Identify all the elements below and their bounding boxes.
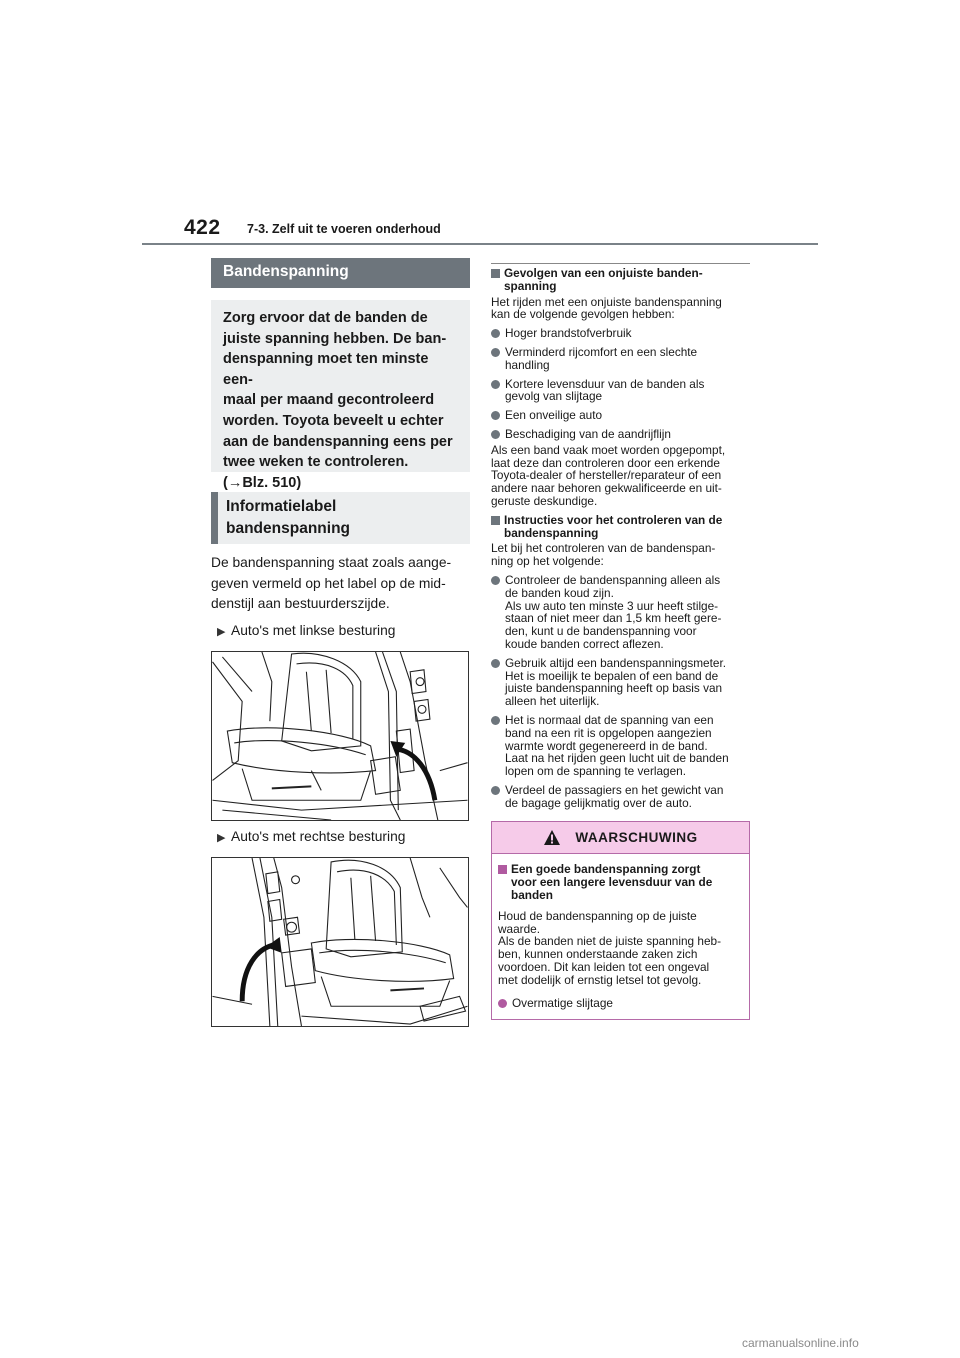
page-number: 422 xyxy=(184,216,221,239)
text-line: andere naar behoren gekwalificeerde en uit- xyxy=(491,481,722,496)
intro-line: twee weken te controleren. xyxy=(223,454,409,471)
right-column xyxy=(491,263,750,1020)
square-bullet-icon xyxy=(498,865,507,874)
intro-line: worden. Toyota beveelt u echter xyxy=(223,412,444,429)
text-line: staan of niet meer dan 1,5 km heeft gere- xyxy=(505,611,722,626)
text-line: koude banden correct aflezen. xyxy=(505,636,664,651)
list-item xyxy=(491,327,750,340)
text-line: de banden koud zijn. xyxy=(505,585,614,600)
text-line: Als een band vaak moet worden opgepompt, xyxy=(491,442,726,457)
circle-bullet-icon xyxy=(491,576,500,585)
text-line: Controleer de bandenspanning alleen als xyxy=(505,572,721,587)
consequences-outro xyxy=(491,444,750,508)
subheading-informatielabel xyxy=(211,492,470,544)
warning-box xyxy=(491,821,750,1020)
circle-bullet-icon xyxy=(491,786,500,795)
body-line: geven vermeld op het label op de mid- xyxy=(211,575,446,591)
header-rule xyxy=(142,243,818,245)
intro-line: aan de bandenspanning eens per xyxy=(223,433,453,450)
text-line: laat deze dan controleren door een erkende xyxy=(491,455,720,470)
circle-bullet-icon xyxy=(491,411,500,420)
heading-line: bandenspanning xyxy=(504,525,599,540)
lhd-illustration xyxy=(211,651,469,821)
heading-line: voor een langere levensduur van de xyxy=(511,875,713,890)
list-item xyxy=(491,428,750,441)
text-line: ben, kunnen onderstaande zaken zich xyxy=(498,947,698,962)
circle-bullet-icon xyxy=(491,659,500,668)
list-item xyxy=(491,346,750,372)
circle-bullet-icon xyxy=(491,348,500,357)
circle-bullet-icon xyxy=(491,329,500,338)
heading-line: banden xyxy=(511,888,553,903)
section-title: 7-3. Zelf uit te voeren onderhoud xyxy=(247,222,441,236)
text-line: Let bij het controleren van de bandenspan- xyxy=(491,541,716,556)
text-line: waarde. xyxy=(498,921,540,936)
consequences-intro xyxy=(491,296,750,322)
text-line: voordoen. Dit kan leiden tot een ongeval xyxy=(498,960,710,975)
text-line: Overmatige slijtage xyxy=(512,995,613,1010)
warning-body xyxy=(492,854,749,1019)
text-line: geruste deskundige. xyxy=(491,493,598,508)
list-item xyxy=(491,409,750,422)
text-line: kan de volgende gevolgen hebben: xyxy=(491,307,675,322)
heading-line: spanning xyxy=(504,278,557,293)
warning-heading xyxy=(498,863,743,901)
text-line: gevolg van slijtage xyxy=(505,389,603,404)
text-line: Hoger brandstofverbruik xyxy=(505,326,632,341)
square-bullet-icon xyxy=(491,269,500,278)
square-bullet-icon xyxy=(491,516,500,525)
list-item xyxy=(498,997,743,1010)
text-line: Het rijden met een onjuiste bandenspanning xyxy=(491,294,722,309)
list-item xyxy=(491,784,750,810)
circle-bullet-icon xyxy=(491,430,500,439)
instructions-heading xyxy=(491,514,750,540)
text-line: met dodelijk of ernstig letsel tot gevolg. xyxy=(498,972,702,987)
text-line: Laat na het rijden geen lucht uit de banden xyxy=(505,751,729,766)
lhd-label: Auto's met linkse besturing xyxy=(231,622,396,638)
watermark-link[interactable]: carmanualsonline.info xyxy=(742,1336,859,1350)
page-reference-link[interactable]: (→Blz. 510) xyxy=(223,474,302,491)
car-seat-lhd-drawing xyxy=(212,652,468,820)
lhd-caption xyxy=(217,622,470,641)
text-line: Toyota-dealer of hersteller/reparateur of een xyxy=(491,468,722,483)
body-line: denstijl aan bestuurderszijde. xyxy=(211,596,390,611)
text-line: Beschadiging van de aandrijflijn xyxy=(505,426,671,441)
intro-line: Zorg ervoor dat de banden de xyxy=(223,310,428,326)
warning-title: WAARSCHUWING xyxy=(575,830,698,846)
text-line: juiste bandenspanning heeft op basis van xyxy=(505,681,723,696)
list-item xyxy=(491,714,750,778)
text-line: Verdeel de passagiers en het gewicht van xyxy=(505,782,724,797)
circle-bullet-icon xyxy=(498,999,507,1008)
intro-box xyxy=(211,300,470,491)
label-location-text xyxy=(211,553,470,615)
text-line: lopen om de spanning te verlagen. xyxy=(505,764,687,779)
rhd-illustration xyxy=(211,857,469,1027)
text-line: Houd de bandenspanning op de juiste xyxy=(498,908,697,923)
intro-line: maal per maand gecontroleerd xyxy=(223,392,435,409)
text-line: ning op het volgende: xyxy=(491,554,604,569)
warning-triangle-icon xyxy=(543,829,561,846)
subheading-line: bandenspanning xyxy=(226,520,350,537)
instructions-intro xyxy=(491,542,750,568)
arrow-right-icon: ▶ xyxy=(217,831,226,844)
text-line: Als uw auto ten minste 3 uur heeft stilge- xyxy=(505,598,719,613)
text-line: Als de banden niet de juiste spanning heb- xyxy=(498,934,721,949)
text-line: Verminderd rijcomfort en een slechte xyxy=(505,344,698,359)
body-line: De bandenspanning staat zoals aange- xyxy=(211,555,452,570)
heading-line: Instructies voor het controleren van de xyxy=(504,512,723,527)
rhd-caption xyxy=(217,828,470,847)
warning-header xyxy=(492,822,749,854)
text-line: alleen het uiterlijk. xyxy=(505,694,600,709)
intro-line: denspanning moet ten minste een- xyxy=(223,351,429,388)
circle-bullet-icon xyxy=(491,380,500,389)
text-line: Gebruik altijd een bandenspanningsmeter. xyxy=(505,655,727,670)
heading-bandenspanning: Bandenspanning xyxy=(211,258,470,288)
list-item xyxy=(491,574,750,651)
arrow-right-icon: ▶ xyxy=(217,625,226,638)
text-line: band na een rit is opgelopen aangezien xyxy=(505,725,712,740)
heading-line: Gevolgen van een onjuiste banden- xyxy=(504,266,703,280)
intro-line: juiste spanning hebben. De ban- xyxy=(223,330,447,347)
left-column xyxy=(211,258,470,1027)
rhd-label: Auto's met rechtse besturing xyxy=(231,828,406,844)
list-item xyxy=(491,378,750,404)
list-item xyxy=(491,657,750,708)
consequences-heading xyxy=(491,267,750,293)
heading-line: Een goede bandenspanning zorgt xyxy=(511,862,701,877)
text-line: Het is normaal dat de spanning van een xyxy=(505,712,714,727)
section-rule xyxy=(491,263,750,264)
subheading-line: Informatielabel xyxy=(226,498,337,515)
text-line: handling xyxy=(505,357,550,372)
car-seat-rhd-drawing xyxy=(212,858,468,1026)
text-line: warmte wordt gegenereerd in de band. xyxy=(505,738,708,753)
text-line: Kortere levensduur van de banden als xyxy=(505,376,705,391)
text-line: Het is moeilijk te bepalen of een band de xyxy=(505,668,719,683)
text-line: Een onveilige auto xyxy=(505,408,603,423)
text-line: den, kunt u de bandenspanning voor xyxy=(505,624,697,639)
text-line: de bagage gelijkmatig over de auto. xyxy=(505,795,692,810)
circle-bullet-icon xyxy=(491,716,500,725)
warning-text xyxy=(498,910,743,987)
